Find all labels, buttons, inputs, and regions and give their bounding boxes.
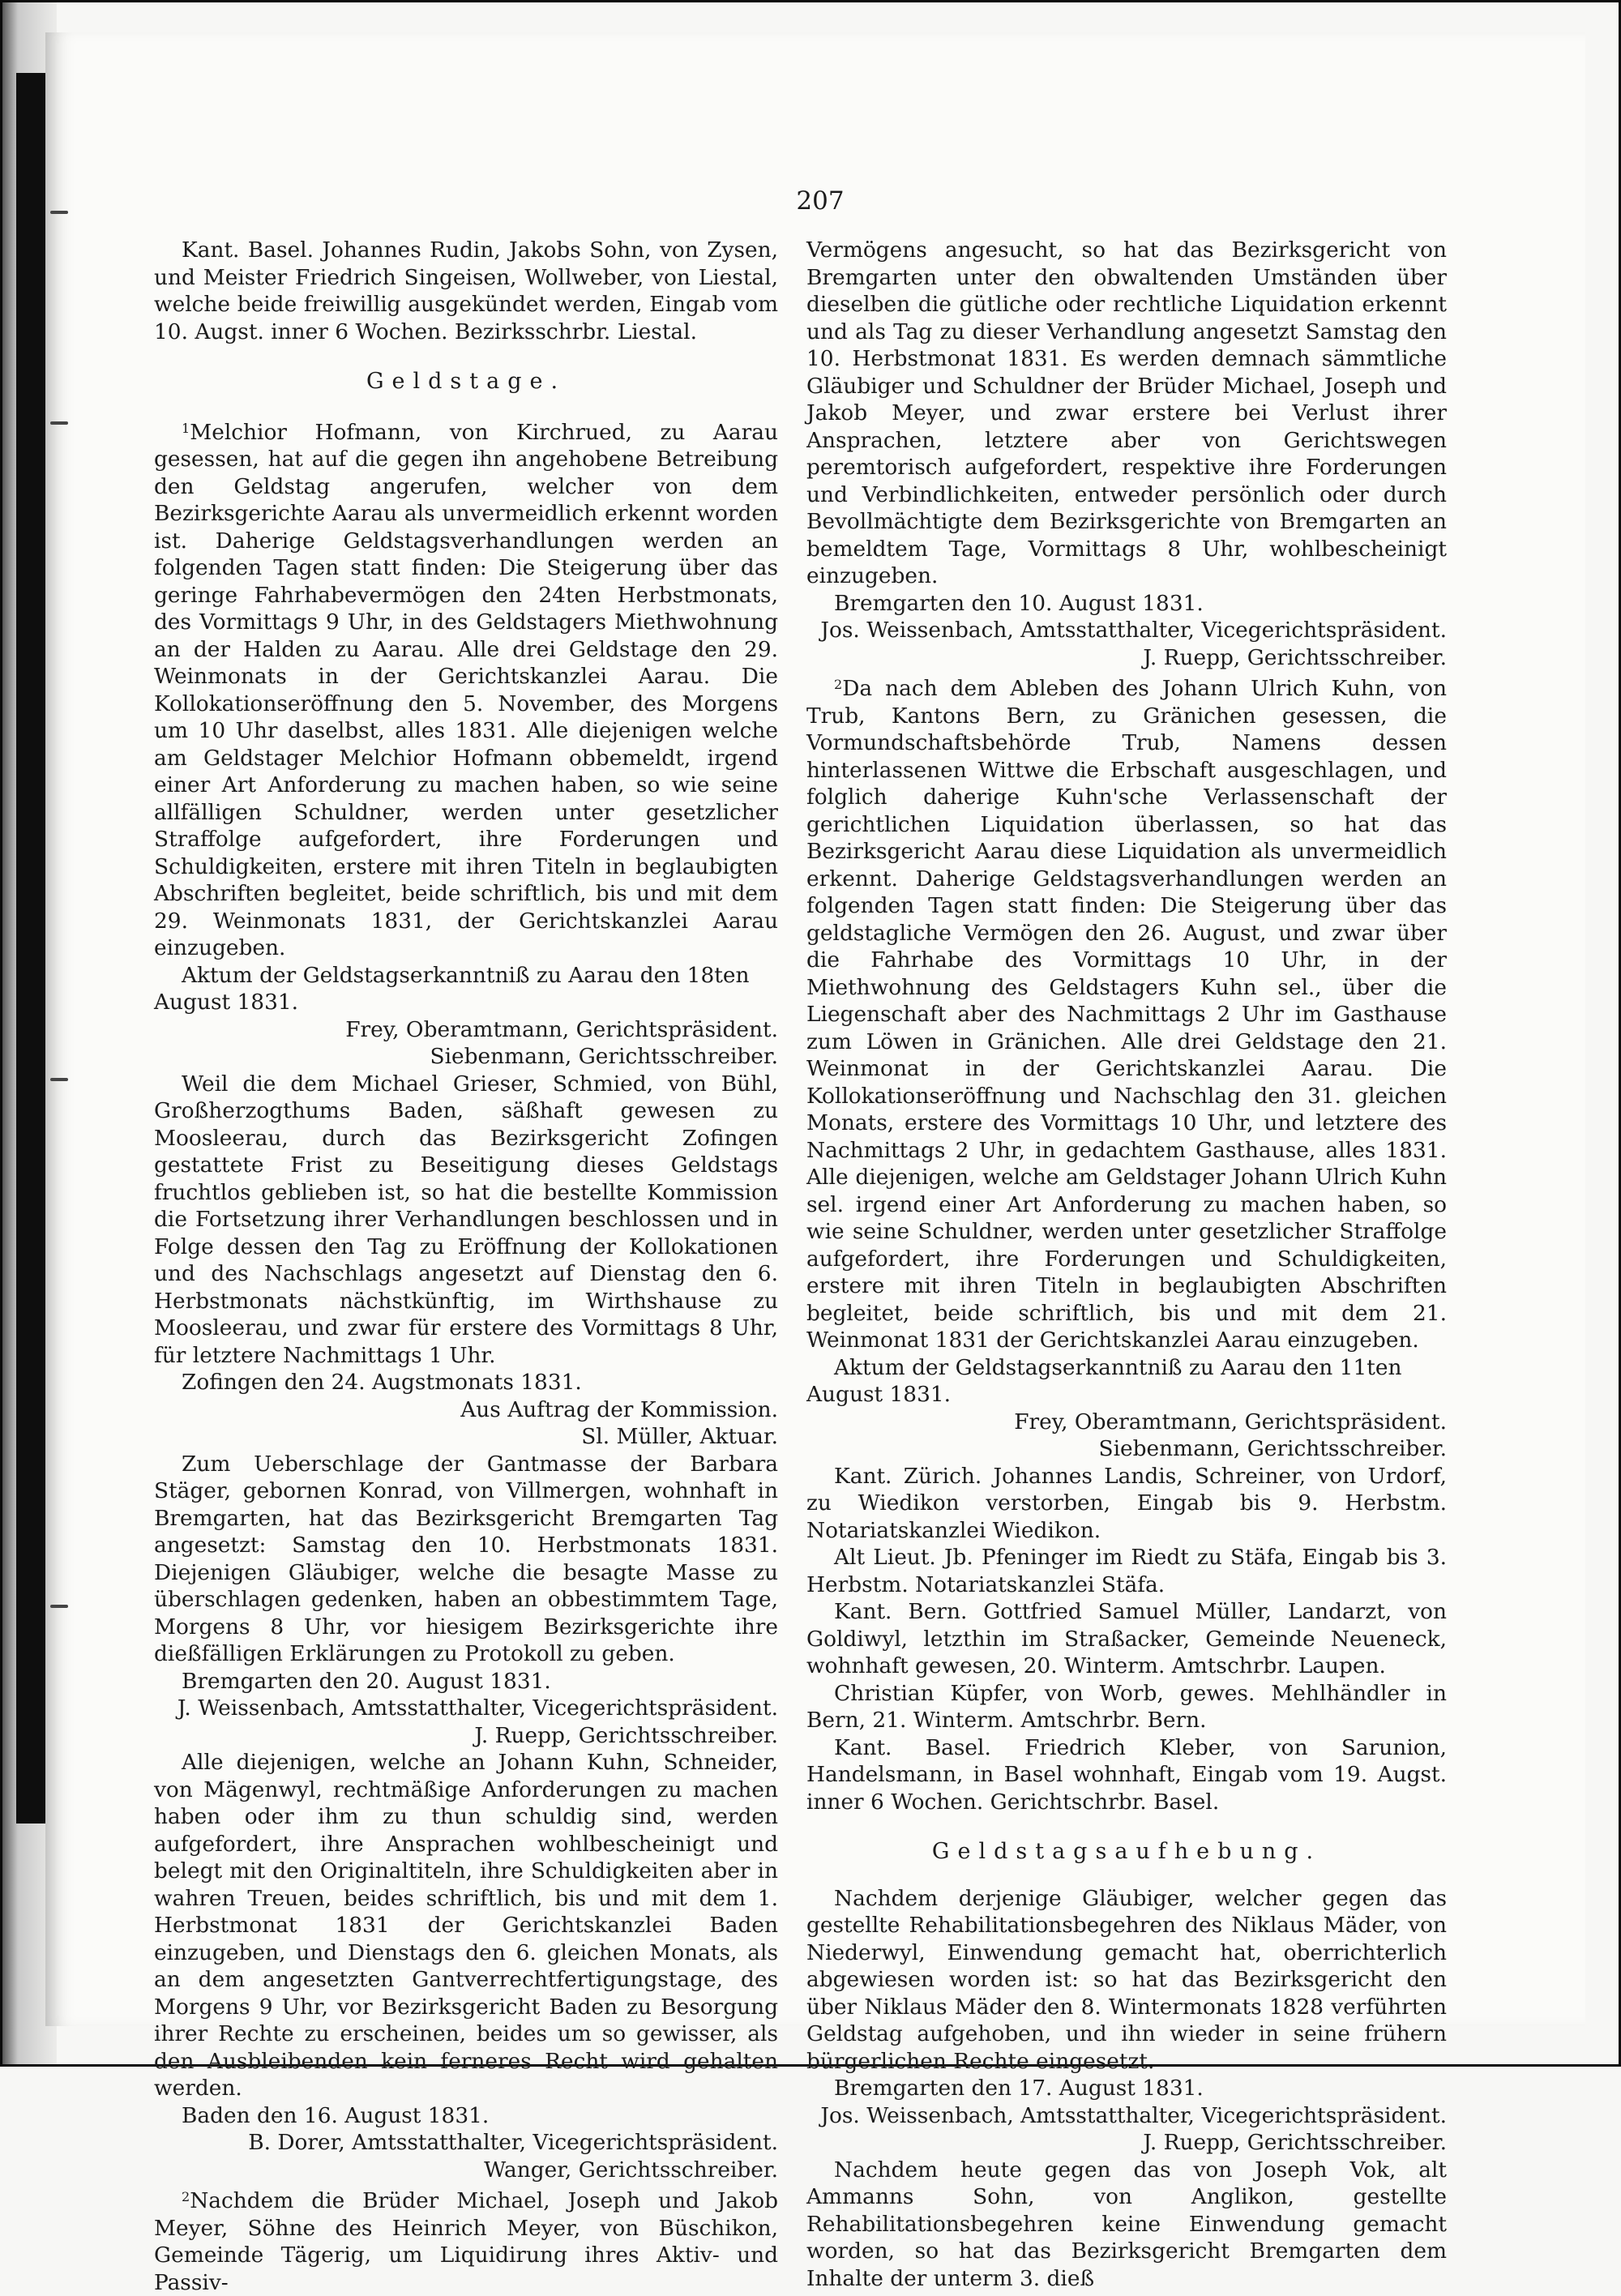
text: Frey, Oberamtmann, Gerichtspräsident. xyxy=(1014,1409,1447,1434)
section-heading xyxy=(806,1815,1447,1885)
text: Christian Küpfer, von Worb, gewes. Mehlhändler in Bern, 21. Winterm. Amtschrbr. Bern. xyxy=(806,1680,1447,1733)
right-column xyxy=(806,237,1447,2292)
signature-line xyxy=(806,2102,1447,2130)
text: Kant. Zürich. Johannes Landis, Schreiner, von Urdorf, zu Wiedikon verstorben, Eingab bis 9. Herbstm. Notariatskanzlei Wiedikon. xyxy=(806,1463,1447,1543)
signature-line xyxy=(154,2129,778,2157)
footnote-marker: 1 xyxy=(182,420,190,436)
text: Nachdem die Brüder Michael, Joseph und Jakob Meyer, Söhne des Heinrich Meyer, von Büschikon, Gemeinde Tägerig, um Liquidirung ihres Aktiv- und Passiv- xyxy=(154,2188,778,2295)
text: Kant. Basel. Johannes Rudin, Jakobs Sohn, von Zysen, und Meister Friedrich Singeisen, Wollweber, von Liestal, welche beide freiwillig ausgekündet werden, Eingab vom 10. Augst. inner 6 Wochen. Bezirksschrbr. Liestal. xyxy=(154,237,778,344)
dateline xyxy=(806,590,1447,618)
text: Siebenmann, Gerichtsschreiber. xyxy=(1098,1436,1447,1461)
paragraph xyxy=(154,1071,778,1370)
text: Frey, Oberamtmann, Gerichtspräsident. xyxy=(345,1016,778,1042)
text: Kant. Basel. Friedrich Kleber, von Sarunion, Handelsmann, in Basel wohnhaft, Eingab vom 19. Augst. inner 6 Wochen. Gerichtschrbr. Basel. xyxy=(806,1734,1447,1815)
text: Zum Ueberschlage der Gantmasse der Barbara Stäger, gebornen Konrad, von Villmergen, wohnhaft in Bremgarten, hat das Bezirksgericht Bremgarten Tag angesetzt: Samstag den 10. Herbstmonats 1831. Diejenigen Gläubiger, welche die besagte Masse zu überschlagen gedenken, haben an obbestimmtem Tage, Morgens 8 Uhr, vor hiesigem Bezirksgerichte ihre dießfälligen Erklärungen zu Protokoll zu geben. xyxy=(154,1451,778,1666)
text: Siebenmann, Gerichtsschreiber. xyxy=(430,1044,778,1069)
text: Jos. Weissenbach, Amtsstatthalter, Vicegerichtspräsident. xyxy=(820,618,1447,643)
dateline xyxy=(154,1668,778,1695)
signature-line xyxy=(154,1016,778,1044)
text: Aktum der Geldstagserkanntniß zu Aarau den 11ten August 1831. xyxy=(806,1354,1402,1407)
paragraph xyxy=(806,1680,1447,1734)
page-number: 207 xyxy=(796,186,845,216)
text: Sl. Müller, Aktuar. xyxy=(581,1424,778,1449)
dateline xyxy=(154,1369,778,1396)
text: Vermögens angesucht, so hat das Bezirksgericht von Bremgarten unter den obwaltenden Umständen über dieselben die gütliche oder rechtliche Liquidation erkennt und als Tag zu dieser Verhandlung angesetzt Samstag den 10. Herbstmonat 1831. Es werden demnach sämmtliche Gläubiger und Schuldner der Brüder Michael, Joseph und Jakob Meyer, und zwar erstere bei Verlust ihrer Ansprachen, letztere aber von Gerichtswegen peremtorisch aufgefordert, respektive ihre Forderungen und Verbindlichkeiten, entweder persönlich oder durch Bevollmächtigte dem Bezirksgerichte von Bremgarten an bemeldtem Tage, Vormittags 8 Uhr, wohlbescheinigt einzugeben. xyxy=(806,237,1447,588)
signature-line xyxy=(806,644,1447,672)
text: Baden den 16. August 1831. xyxy=(182,2102,490,2128)
signature-line xyxy=(154,2157,778,2184)
dateline xyxy=(154,2102,778,2130)
paragraph xyxy=(806,1598,1447,1680)
paragraph xyxy=(154,237,778,345)
text: B. Dorer, Amtsstatthalter, Vicegerichtspräsident. xyxy=(248,2130,778,2155)
text: Aktum der Geldstagserkanntniß zu Aarau den 18ten August 1831. xyxy=(154,962,750,1015)
paragraph xyxy=(806,1463,1447,1545)
signature-line xyxy=(154,1396,778,1424)
signature-line xyxy=(154,1423,778,1451)
signature-line xyxy=(154,1722,778,1750)
signature-line xyxy=(154,1695,778,1722)
text: Jos. Weissenbach, Amtsstatthalter, Vicegerichtspräsident. xyxy=(820,2102,1447,2128)
text: Alle diejenigen, welche an Johann Kuhn, Schneider, von Mägenwyl, rechtmäßige Anforderungen zu machen haben oder ihm zu thun schuldig sind, werden aufgefordert, ihre Ansprachen wohlbescheinigt und belegt mit den Originaltiteln, ihre Schuldigkeiten aber in wahren Treuen, beides schriftlich, bis und mit dem 1. Herbstmonat 1831 der Gerichtskanzlei Baden einzugeben, und Dienstags den 6. gleichen Monats, als an dem angesetzten Gantverrechtfertigungstage, des Morgens 9 Uhr, vor Bezirksgericht Baden zu Besorgung ihrer Rechte zu erscheinen, beides um so gewisser, als den Ausbleibenden kein ferneres Recht wird gehalten werden. xyxy=(154,1750,778,2101)
text: Zofingen den 24. Augstmonats 1831. xyxy=(182,1370,582,1395)
signature-line xyxy=(806,2129,1447,2157)
text: Geldstagsaufhebung. xyxy=(931,1839,1322,1864)
text: Alt Lieut. Jb. Pfeninger im Riedt zu Stäfa, Eingab bis 3. Herbstm. Notariatskanzlei Stäfa. xyxy=(806,1545,1447,1597)
paragraph xyxy=(154,2183,778,2296)
paragraph xyxy=(806,671,1447,1354)
text: Da nach dem Ableben des Johann Ulrich Kuhn, von Trub, Kantons Bern, zu Gränichen gesessen, die Vormundschaftsbehörde Trub, Namens dessen hinterlassenen Wittwe die Erbschaft ausgeschlagen, und folglich daherige Kuhn'sche Verlassenschaft der gerichtlichen Liquidation überlassen, so hat das Bezirksgericht Aarau diese Liquidation als unvermeidlich erkennt. Daherige Geldstagsverhandlungen werden an folgenden Tagen statt finden: Die Steigerung über das geldstagliche Vermögen den 26. August, und zwar über die Fahrhabe des Vormittags 10 Uhr, in der Miethwohnung des Geldstagers Kuhn sel., über die Liegenschaft aber des Nachmittags 2 Uhr im Gasthause zum Löwen in Gränichen. Alle drei Geldstage den 21. Weinmonat in der Gerichtskanzlei Aarau. Die Kollokationseröffnung und Nachschlag den 31. gleichen Monats, erstere des Vormittags 10 Uhr, und letztere des Nachmittags 2 Uhr, in gedachtem Gasthause, alles 1831. Alle diejenigen, welche am Geldstager Johann Ulrich Kuhn sel. irgend einer Art Anforderung zu machen haben, so wie seine Schuldner, werden unter gesetzlicher Straffolge aufgefordert, ihre Forderungen und Schuldigkeiten, erstere mit ihren Titeln in beglaubigten Abschriften begleitet, beide schriftlich, bis und mit dem 21. Weinmonat 1831 der Gerichtskanzlei Aarau einzugeben. xyxy=(806,676,1447,1353)
section-heading xyxy=(154,345,778,415)
signature-line xyxy=(806,1435,1447,1463)
dateline xyxy=(154,962,778,1016)
dateline xyxy=(806,2075,1447,2102)
paragraph xyxy=(806,1544,1447,1598)
text: Bremgarten den 17. August 1831. xyxy=(834,2076,1204,2101)
text: Melchior Hofmann, von Kirchrued, zu Aarau gesessen, hat auf die gegen ihn angehobene Betreibung den Geldstag angerufen, welcher von dem Bezirksgerichte Aarau als unvermeidlich erkennt worden ist. Daherige Geldstagsverhandlungen werden an folgenden Tagen statt finden: Die Steigerung über das geringe Fahrhabevermögen den 24ten Herbstmonats, des Vormittags 9 Uhr, in des Geldstagers Miethwohnung an der Halden zu Aarau. Alle drei Geldstage den 29. Weinmonats in der Gerichtskanzlei Aarau. Die Kollokationseröffnung den 5. November, des Morgens um 10 Uhr daselbst, alles 1831. Alle diejenigen welche am Geldstager Melchior Hofmann obbemeldt, irgend einer Art Anforderung zu machen haben, so wie seine allfälligen Schuldner, werden unter gesetzlicher Straffolge aufgefordert, ihre Forderungen und Schuldigkeiten, erstere mit ihren Titeln in beglaubigten Abschriften begleitet, beide schriftlich, bis und mit dem 29. Weinmonats 1831, der Gerichtskanzlei Aarau einzugeben. xyxy=(154,419,778,960)
text: Geldstage. xyxy=(366,369,567,394)
left-column xyxy=(154,237,778,2296)
text: Nachdem derjenige Gläubiger, welcher gegen das gestellte Rehabilitationsbegehren des Niklaus Mäder, von Niederwyl, Einwendung gemacht hat, oberrichterlich abgewiesen worden ist: so hat das Bezirksgericht den über Niklaus Mäder den 8. Wintermonats 1828 verführten Geldstag aufgehoben, und ihn wieder in seine frühern bürgerlichen Rechte eingesetzt. xyxy=(806,1885,1447,2074)
text: Nachdem heute gegen das von Joseph Vok, alt Ammanns Sohn, von Anglikon, gestellte Rehabilitationsbegehren keine Einwendung gemacht worden, so hat das Bezirksgericht Bremgarten dem Inhalte der unterm 3. dieß xyxy=(806,2157,1447,2291)
paragraph xyxy=(806,1885,1447,2076)
paragraph-continuation xyxy=(806,237,1447,590)
text: Kant. Bern. Gottfried Samuel Müller, Landarzt, von Goldiwyl, letzthin im Straßacker, Gemeinde Neueneck, wohnhaft gewesen, 20. Winterm. Amtschrbr. Laupen. xyxy=(806,1599,1447,1678)
text: J. Weissenbach, Amtsstatthalter, Vicegerichtspräsident. xyxy=(177,1695,778,1721)
text: Weil die dem Michael Grieser, Schmied, von Bühl, Großherzogthums Baden, säßhaft gewesen zu Moosleerau, durch das Bezirksgericht Zofingen gestattete Frist zu Beseitigung dieses Geldstags fruchtlos geblieben ist, so hat die bestellte Kommission die Fortsetzung ihrer Verhandlungen beschlossen und in Folge dessen den Tag zu Eröffnung der Kollokationen und des Nachschlags angesetzt auf Dienstag den 6. Herbstmonats nächstkünftig, im Wirthshause zu Moosleerau, und zwar für erstere des Vormittags 8 Uhr, für letztere Nachmittags 1 Uhr. xyxy=(154,1071,778,1368)
footnote-marker: 2 xyxy=(182,2189,190,2204)
dateline xyxy=(806,1354,1447,1409)
paragraph xyxy=(154,1749,778,2102)
footnote-marker: 2 xyxy=(834,677,843,692)
paragraph xyxy=(806,1734,1447,1816)
paragraph xyxy=(154,1451,778,1668)
paragraph xyxy=(806,2157,1447,2293)
text: Wanger, Gerichtsschreiber. xyxy=(484,2157,778,2183)
text: Aus Auftrag der Kommission. xyxy=(460,1396,778,1422)
text: J. Ruepp, Gerichtsschreiber. xyxy=(474,1722,778,1748)
text: Bremgarten den 10. August 1831. xyxy=(834,590,1204,616)
text: J. Ruepp, Gerichtsschreiber. xyxy=(1143,644,1447,670)
signature-line xyxy=(806,617,1447,644)
text: Bremgarten den 20. August 1831. xyxy=(182,1668,551,1694)
signature-line xyxy=(154,1043,778,1071)
signature-line xyxy=(806,1409,1447,1436)
text: J. Ruepp, Gerichtsschreiber. xyxy=(1143,2130,1447,2155)
paragraph xyxy=(154,415,778,962)
